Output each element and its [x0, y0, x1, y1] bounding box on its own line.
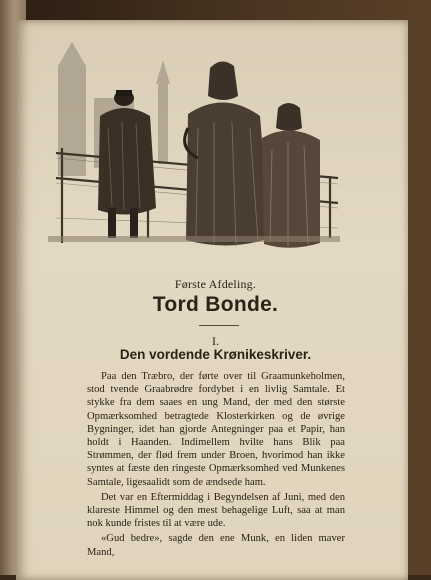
engraving-illustration [38, 38, 346, 254]
chapter-title: Den vordende Krønikeskriver. [119, 347, 312, 362]
chapter-numeral: I. [212, 334, 219, 348]
section-heading: Første Afdeling. [174, 277, 257, 291]
title-divider [199, 325, 239, 326]
page-title: Tord Bonde. [152, 293, 279, 316]
paragraph: Det var en Eftermiddag i Begyndelsen af Juni, med den klareste Himmel og den mest behagelige Luft, saa at man nok kunde fristes til at være ude. [87, 491, 345, 530]
paragraph: «Gud bedre», sagde den ene Munk, en liden maver Mand, [87, 533, 345, 558]
paragraph: Paa den Træbro, der førte over til Graamunkeholmen, stod tvende Graabrødre fordybet i en livlig Samtale. Et stykke fra dem saaes en ung Mand, der med den største Opmærksomhed betragtede Klosterkirken og de øvrige Bygninger, idet han gjorde Antegninger paa et Papir, han holdt i Haanden. Indimellem hvilte hans Blik paa Strømmen, der flød frem under Broen, hvorimod han ikke syntes at fæste den ringeste Opmærksomhed ved Munkenes Samtale, ligesaalidt som de ændsede ham. [87, 371, 345, 488]
body-text [87, 370, 345, 559]
